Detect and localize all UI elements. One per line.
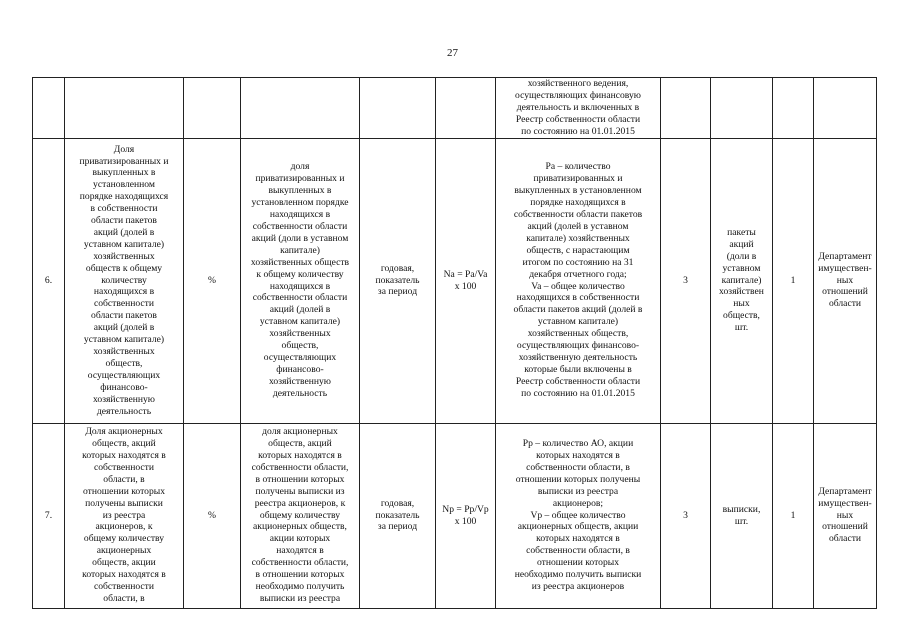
cell-formula-description: Pp – количество АО, акции которых находятся в собственности области, в отношении которых получены выписки из реестра акционеров; Vp – общее количество акционерных обществ, акции которых находятся в собственности области, в отношении которых необходимо получить выписки из реестра акционеров bbox=[496, 423, 661, 608]
cell-definition: доля акционерных обществ, акций которых находятся в собственности области, в отношении которых получены выписки из реестра акционеров, к общему количеству акционерных обществ, акции которых находятся в собственности области, в отношении которых необходимо получить выписки из реестра bbox=[241, 423, 360, 608]
cell-empty bbox=[711, 78, 773, 139]
cell-department: Департамент имуществен- ных отношений области bbox=[814, 423, 877, 608]
cell-empty bbox=[773, 78, 814, 139]
cell-definition: доля приватизированных и выкупленных в установленном порядке находящихся в собственности области акций (доли в уставном капитале) хозяйственных обществ к общему количеству находящихся в собственности области акций (долей в уставном капитале) хозяйственных обществ, осуществляющих финансово- хозяйственную деятельность bbox=[241, 138, 360, 423]
cell-department: Департамент имуществен- ных отношений области bbox=[814, 138, 877, 423]
cell-number: 6. bbox=[33, 138, 65, 423]
cell-code: 3 bbox=[661, 138, 711, 423]
cell-empty bbox=[65, 78, 184, 139]
cell-period: годовая, показатель за период bbox=[360, 138, 436, 423]
cell-formula-description: Pa – количество приватизированных и выкупленных в установленном порядке находящихся в собственности области пакетов акций (долей в уставном капитале) хозяйственных обществ, с нарастающим итогом по состоянию на 31 декабря отчетного года; Va – общее количество находящихся в собственности области пакетов акций (долей в уставном капитале) хозяйственных обществ, осуществляющих финансово- хозяйственную деятельность которые были включены в Реестр собственности области по состоянию на 01.01.2015 bbox=[496, 138, 661, 423]
cell-empty bbox=[436, 78, 496, 139]
table-row bbox=[33, 138, 877, 423]
cell-measure: выписки, шт. bbox=[711, 423, 773, 608]
page-number: 27 bbox=[447, 47, 458, 59]
cell-empty bbox=[360, 78, 436, 139]
cell-indicator: Доля приватизированных и выкупленных в установленном порядке находящихся в собственности области пакетов акций (долей в уставном капитале) хозяйственных обществ к общему количеству находящихся в собственности области пакетов акций (долей в уставном капитале) хозяйственных обществ, осуществляющих финансово- хозяйственную деятельность bbox=[65, 138, 184, 423]
cell-empty bbox=[241, 78, 360, 139]
cell-indicator: Доля акционерных обществ, акций которых находятся в собственности области, в отношении которых получены выписки из реестра акционеров, к общему количеству акционерных обществ, акции которых находятся в собственности области, в bbox=[65, 423, 184, 608]
cell-unit: % bbox=[184, 138, 241, 423]
cell-formula: Np = Pp/Vp x 100 bbox=[436, 423, 496, 608]
indicator-table bbox=[32, 77, 877, 609]
cell-empty bbox=[814, 78, 877, 139]
cell-code: 3 bbox=[661, 423, 711, 608]
cell-unit: % bbox=[184, 423, 241, 608]
table-row bbox=[33, 423, 877, 608]
cell-value: 1 bbox=[773, 138, 814, 423]
table-row-continuation bbox=[33, 78, 877, 139]
cell-empty bbox=[661, 78, 711, 139]
cell-empty bbox=[184, 78, 241, 139]
cell-measure: пакеты акций (доли в уставном капитале) хозяйствен ных обществ, шт. bbox=[711, 138, 773, 423]
cell-number: 7. bbox=[33, 423, 65, 608]
cell-empty bbox=[33, 78, 65, 139]
cell-formula-description: хозяйственного ведения, осуществляющих финансовую деятельность и включенных в Реестр собственности области по состоянию на 01.01.2015 bbox=[496, 78, 661, 139]
cell-value: 1 bbox=[773, 423, 814, 608]
cell-formula: Na = Pa/Va x 100 bbox=[436, 138, 496, 423]
cell-period: годовая, показатель за период bbox=[360, 423, 436, 608]
